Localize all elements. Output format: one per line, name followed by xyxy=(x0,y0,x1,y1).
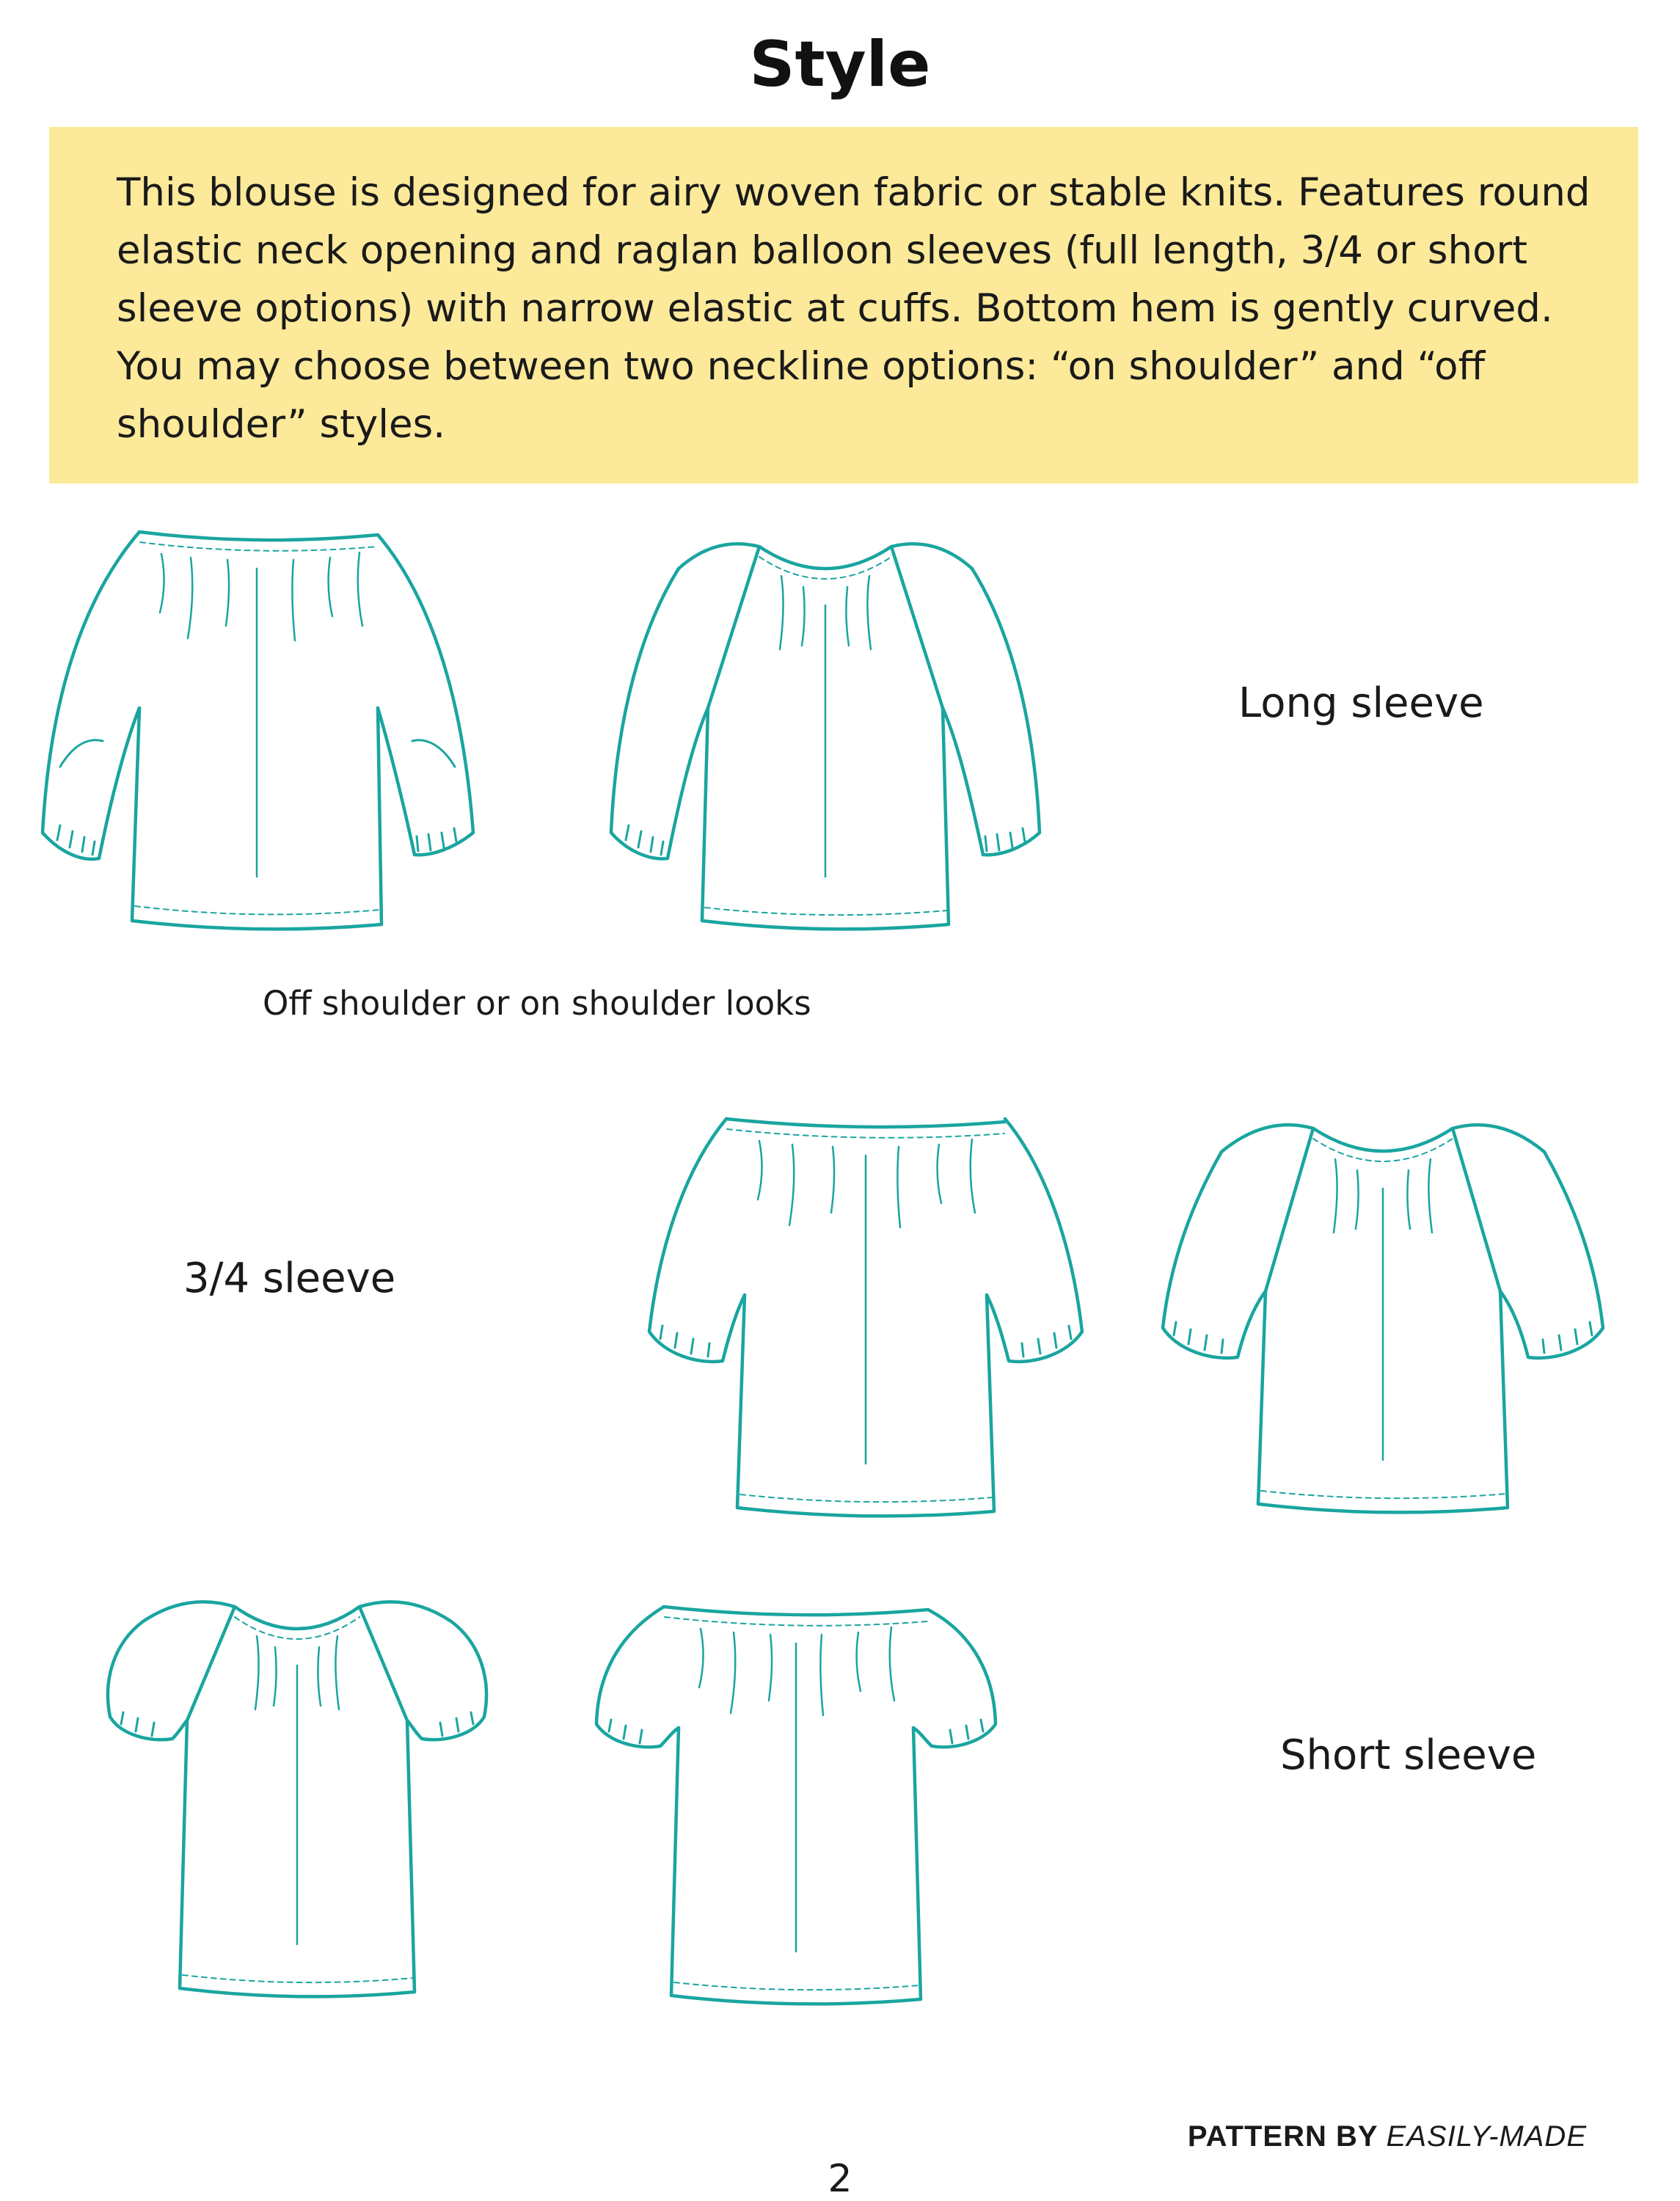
label-neck-looks: Off shoulder or on shoulder looks xyxy=(263,984,811,1023)
page-number: 2 xyxy=(828,2157,852,2201)
label-short-sleeve: Short sleeve xyxy=(1280,1731,1537,1779)
credit-prefix: PATTERN BY xyxy=(1187,2120,1378,2153)
label-three-quarter-sleeve: 3/4 sleeve xyxy=(183,1255,396,1302)
blouse-off-shoulder-short-sleeve-icon xyxy=(591,1599,1001,2010)
label-long-sleeve: Long sleeve xyxy=(1238,679,1484,727)
illustration-on-shoulder-three-quarter-sleeve xyxy=(1155,1108,1610,1519)
blouse-on-shoulder-short-sleeve-icon xyxy=(99,1592,495,2003)
illustration-off-shoulder-three-quarter-sleeve xyxy=(638,1112,1093,1522)
blouse-off-shoulder-long-sleeve-icon xyxy=(37,525,477,935)
footer-credit xyxy=(1188,2120,1587,2153)
illustration-off-shoulder-short-sleeve xyxy=(591,1599,1001,2010)
page-title: Style xyxy=(749,28,931,101)
credit-brand: EASILY-MADE xyxy=(1386,2120,1587,2153)
blouse-on-shoulder-long-sleeve-icon xyxy=(605,525,1045,935)
blouse-off-shoulder-three-quarter-sleeve-icon xyxy=(638,1112,1093,1522)
blouse-on-shoulder-three-quarter-sleeve-icon xyxy=(1155,1108,1610,1519)
illustration-on-shoulder-short-sleeve xyxy=(99,1592,495,2003)
illustration-on-shoulder-long-sleeve xyxy=(605,525,1045,935)
description-box xyxy=(49,127,1638,483)
description-text: This blouse is designed for airy woven fabric or stable knits. Features round elastic neck opening and raglan balloon sleeves (full length, 3/4 or short sleeve options) with narrow elastic at cuffs. Bottom hem is gently curved. You may choose between two neckline options: “on shoulder” and “off shoulder” styles. xyxy=(117,170,1590,447)
illustration-off-shoulder-long-sleeve xyxy=(37,525,477,935)
